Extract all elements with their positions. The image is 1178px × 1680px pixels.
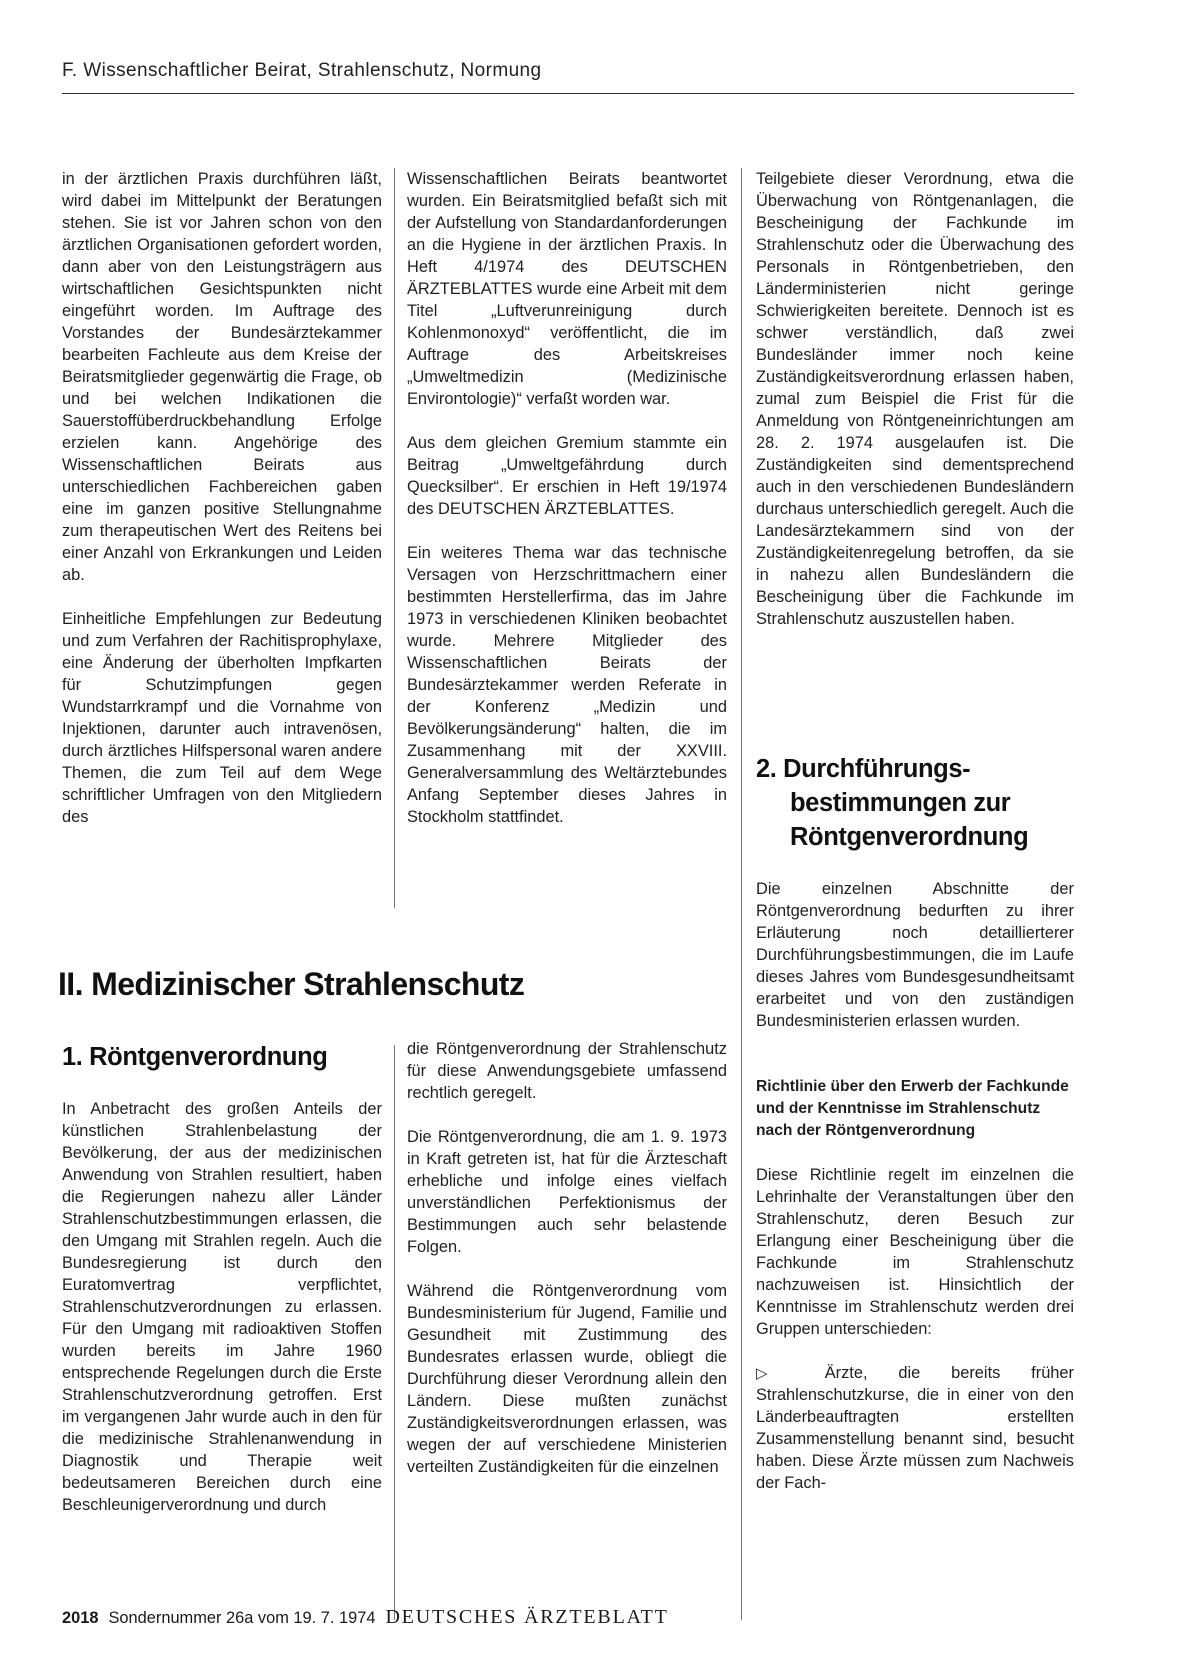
column-3-bottom (756, 878, 1074, 1494)
page-number: 2018 (62, 1609, 99, 1627)
paragraph: Aus dem gleichen Gremium stammte ein Beitrag „Umweltgefährdung durch Quecksilber“. Er erschien in Heft 19/1974 des DEUTSCHEN ÄRZTEBLATTES. (407, 434, 727, 518)
triangle-bullet-icon: ▷ (756, 1364, 794, 1382)
paragraph: Diese Richtlinie regelt im einzelnen die Lehrinhalte der Veranstaltungen über den Strahlenschutz, deren Besuch zur Erlangung einer Bescheinigung über die Fachkunde im Strahlenschutz nachzuweisen ist. Hinsichtlich der Kenntnisse im Strahlenschutz werden drei Gruppen unterschieden: (756, 1166, 1074, 1338)
bullet-item: ▷ Ärzte, die bereits früher Strahlenschutzkurse, die in einer von den Länderbeauftragten erstellten Zusammenstellung benannt sind, besucht haben. Diese Ärzte müssen zum Nachweis der Fach- (756, 1364, 1074, 1492)
section-heading-durchfuehrung: 2. Durchführungs- bestimmungen zur Röntgenverordnung (756, 755, 1029, 851)
upper-column-2 (407, 168, 727, 828)
paragraph: Wissenschaftlichen Beirats beantwortet wurden. Ein Beiratsmitglied befaßt sich mit der Aufstellung von Standardanforderungen an die Hygiene in der ärztlichen Praxis. In Heft 4/1974 des DEUTSCHEN ÄRZTEBLATTES wurde eine Arbeit mit dem Titel „Luftverunreinigung durch Kohlenmonoxyd“ veröffentlicht, die im Auftrage des Arbeitskreises „Umweltmedizin (Medizinische Environtologie)“ verfaßt worden war. (407, 170, 727, 408)
column-divider (741, 168, 742, 1620)
paragraph: Ein weiteres Thema war das technische Versagen von Herzschrittmachern einer bestimmten Herstellerfirma, das im Jahre 1973 in verschiedenen Kliniken beobachtet wurde. Mehrere Mitglieder des Wissenschaftlichen Beirats der Bundesärztekammer werden Referate in der Konferenz „Medizin und Bevölkerungsänderung“ halten, die im Zusammenhang mit der XXVIII. Generalversammlung des Weltärztebundes Anfang September dieses Jahres in Stockholm stattfindet. (407, 544, 727, 826)
paragraph: In Anbetracht des großen Anteils der künstlichen Strahlenbelastung der Bevölkerung, der aus der medizinischen Anwendung von Strahlen resultiert, haben die Regierungen nahezu aller Länder Strahlenschutzbestimmungen erlassen, die den Umgang mit Strahlen regeln. Auch die Bundesregierung ist durch den Euratomvertrag verpflichtet, Strahlenschutzverordnungen zu erlassen. Für den Umgang mit radioaktiven Stoffen wurden bereits im Jahre 1960 entsprechende Regelungen durch die Erste Strahlenschutzverordnung getroffen. Erst im vergangenen Jahr wurde auch in den für die medizinische Strahlenanwendung in Diagnostik und Therapie weit bedeutsameren Bereichen durch eine Beschleunigerverordnung und durch (62, 1100, 382, 1514)
paragraph: Die einzelnen Abschnitte der Röntgenverordnung bedurften zu ihrer Erläuterung noch detaillierterer Durchführungsbestimmungen, die im Laufe dieses Jahres vom Bundesgesundheitsamt erarbeitet und von den zuständigen Bundesministerien erlassen wurden. (756, 880, 1074, 1030)
header-rule (62, 93, 1074, 94)
paragraph: Während die Röntgenverordnung vom Bundesministerium für Jugend, Familie und Gesundheit mit Zustimmung des Bundesrates erlassen wurde, obliegt die Durchführung dieser Verordnung allein den Ländern. Diese mußten zunächst Zuständigkeitsverordnungen erlassen, was wegen der auf verschiedene Ministerien verteilten Zuständigkeiten für die einzelnen (407, 1282, 727, 1476)
column-divider (394, 168, 395, 908)
paragraph: Die Röntgenverordnung, die am 1. 9. 1973 in Kraft getreten ist, hat für die Ärzteschaft erhebliche und infolge eines vielfach unverständlichen Perfektionismus der Bestimmungen auch sehr belastende Folgen. (407, 1128, 727, 1256)
subsection-title: 1. Röntgenverordnung (62, 1043, 328, 1071)
page-footer (62, 1606, 1072, 1629)
upper-column-1 (62, 168, 382, 828)
lower-column-2 (407, 1038, 727, 1478)
journal-name: DEUTSCHES ÄRZTEBLATT (385, 1606, 669, 1628)
lower-column-1 (62, 1098, 382, 1516)
paragraph: Einheitliche Empfehlungen zur Bedeutung und zum Verfahren der Rachitisprophylaxe, eine Änderung der überholten Impfkarten für Schutzimpfungen gegen Wundstarrkrampf und die Vornahme von Injektionen, darunter auch intravenösen, durch ärztliches Hilfspersonal waren andere Themen, die zum Teil auf dem Wege schriftlicher Umfragen von den Mitgliedern des (62, 610, 382, 826)
issue-info: Sondernummer 26a vom 19. 7. 1974 (108, 1609, 376, 1627)
column-divider (394, 1045, 395, 1620)
paragraph: Teilgebiete dieser Verordnung, etwa die Überwachung von Röntgenanlagen, die Bescheinigung der Fachkunde im Strahlenschutz oder die Überwachung des Personals in Röntgenbetrieben, den Länderministerien nicht geringe Schwierigkeiten bereitete. Dennoch ist es schwer verständlich, daß zwei Bundesländer immer noch keine Zuständigkeitsverordnung erlassen haben, zumal zum Beispiel die Frist für die Anmeldung von Röntgeneinrichtungen am 28. 2. 1974 ausgelaufen ist. Die Zuständigkeiten sind dementsprechend auch in den verschiedenen Bundesländern durchaus unterschiedlich geregelt. Auch die Landesärztekammern sind von der Zuständigkeitenregelung betroffen, da sie in nahezu allen Bundesländern die Bescheinigung über die Fachkunde im Strahlenschutz auszustellen haben. (756, 170, 1074, 628)
paragraph: in der ärztlichen Praxis durchführen läßt, wird dabei im Mittelpunkt der Beratungen stehen. Sie ist vor Jahren schon von den ärztlichen Organisationen gefordert worden, dann aber von den Leistungsträgern aus wirtschaftlichen Gesichtspunkten nicht eingeführt worden. Im Auftrage des Vorstandes der Bundesärztekammer bearbeiten Fachleute aus dem Kreise der Beiratsmitglieder gegenwärtig die Frage, ob und bei welchen Indikationen die Sauerstoffüberdruckbehandlung Erfolge erzielen kann. Angehörige des Wissenschaftlichen Beirats aus unterschiedlichen Fachbereichen gaben eine im ganzen positive Stellungnahme zum therapeutischen Wert des Reitens bei einer Anzahl von Erkrankungen und Leiden ab. (62, 170, 382, 584)
section-title: II. Medizinischer Strahlenschutz (58, 966, 525, 1002)
column-3-top (756, 168, 1074, 630)
paragraph: die Röntgenverordnung der Strahlenschutz für diese Anwendungsgebiete umfassend rechtlich geregelt. (407, 1040, 727, 1102)
subheading-richtlinie: Richtlinie über den Erwerb der Fachkunde und der Kenntnisse im Strahlenschutz nach der Röntgenverordnung (756, 1078, 1069, 1139)
running-header: F. Wissenschaftlicher Beirat, Strahlenschutz, Normung (62, 60, 542, 81)
